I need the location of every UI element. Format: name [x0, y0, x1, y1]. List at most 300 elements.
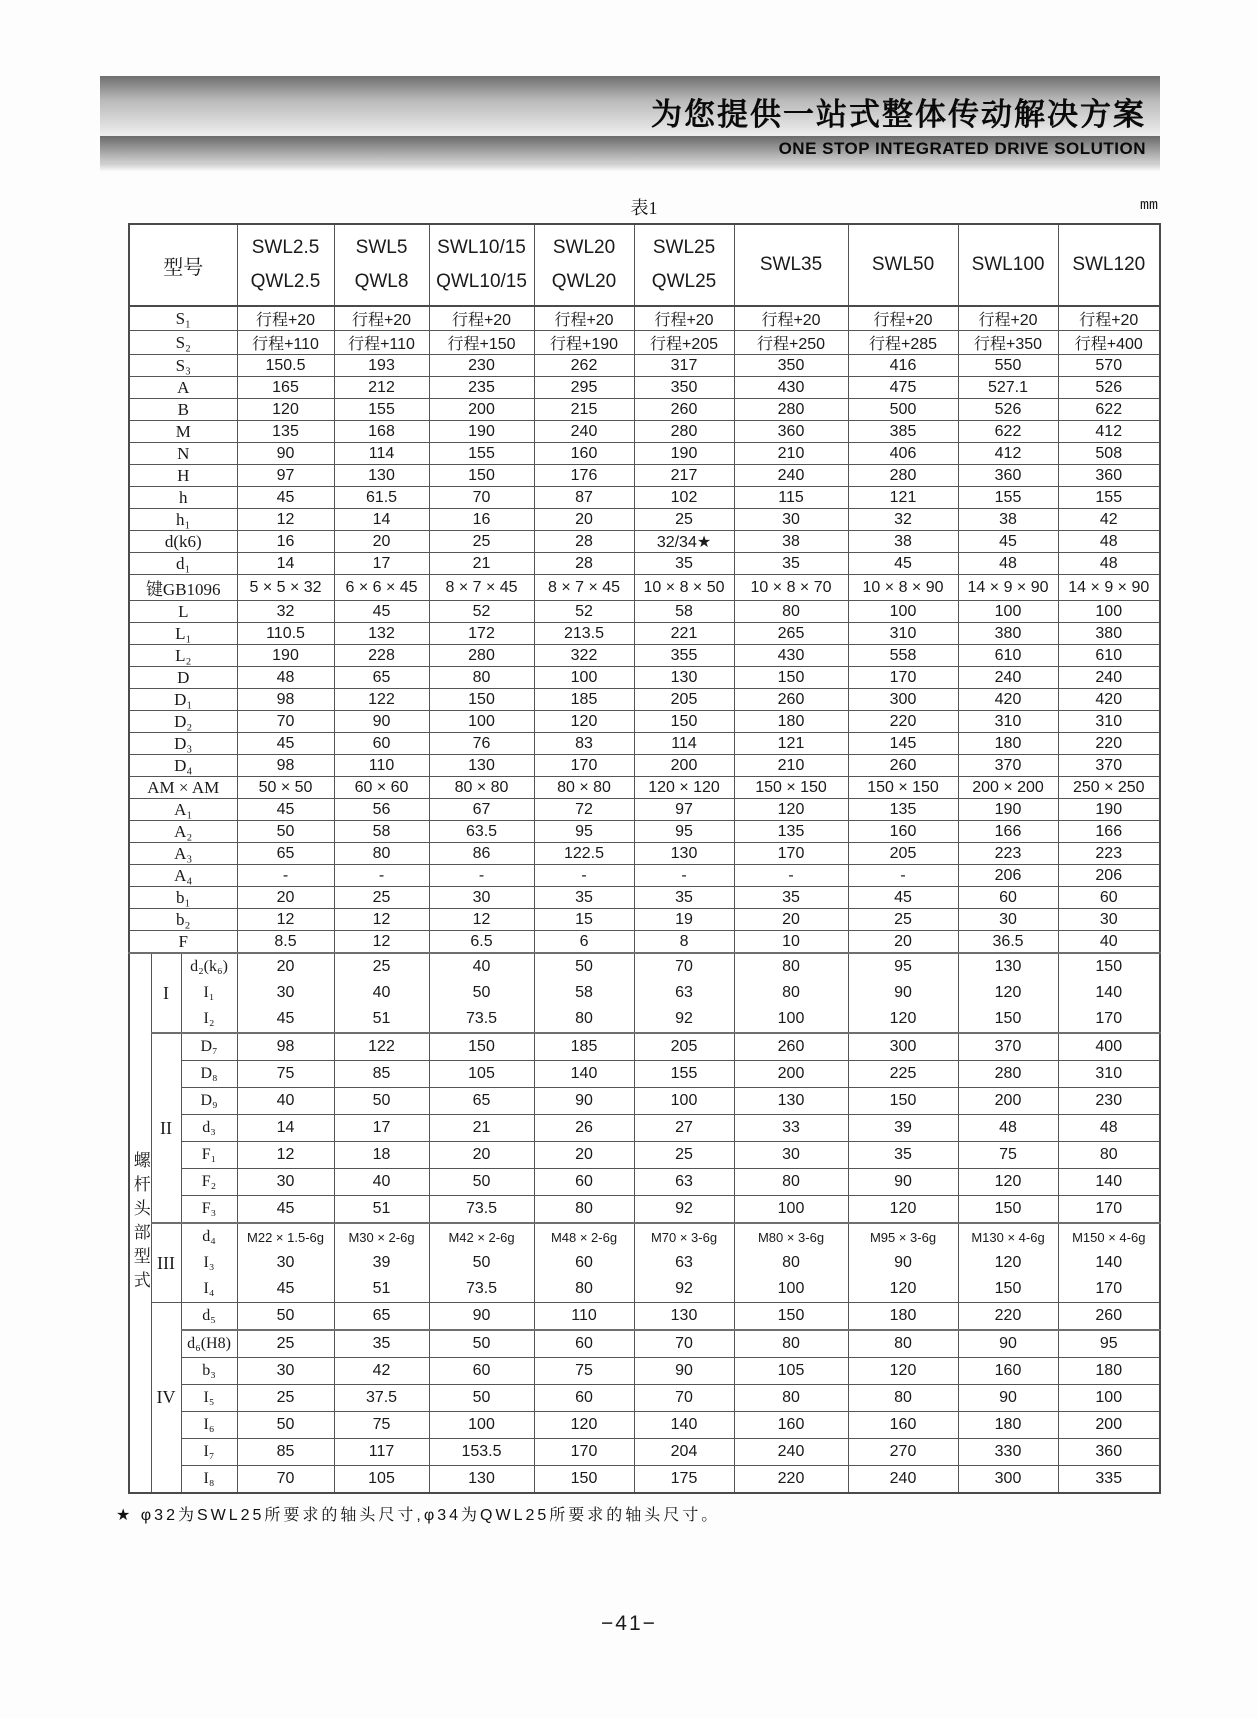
cell: 114 [334, 443, 429, 465]
row-label: F₁ [181, 1142, 237, 1169]
cell: 98 [237, 755, 334, 777]
cell: 60 × 60 [334, 777, 429, 799]
row-label: I₄ [181, 1276, 237, 1303]
column-header [1058, 224, 1160, 306]
cell: 97 [237, 465, 334, 487]
cell: 90 [429, 1303, 534, 1331]
cell: 45 [237, 799, 334, 821]
cell: 210 [734, 755, 848, 777]
cell: 72 [534, 799, 634, 821]
cell: 221 [634, 623, 734, 645]
row-label: I₈ [181, 1466, 237, 1494]
cell: 32/34★ [634, 531, 734, 553]
cell: 30 [429, 887, 534, 909]
table-row [129, 1250, 1160, 1276]
cell: 18 [334, 1142, 429, 1169]
row-label: L [129, 601, 237, 623]
cell: 20 [334, 531, 429, 553]
cell: 350 [734, 355, 848, 377]
table-row [129, 1412, 1160, 1439]
cell: 114 [634, 733, 734, 755]
cell: 150 [534, 1466, 634, 1494]
cell: 180 [734, 711, 848, 733]
row-label: F₃ [181, 1196, 237, 1224]
cell: 100 [958, 601, 1058, 623]
cell: 48 [958, 553, 1058, 575]
cell: 420 [1058, 689, 1160, 711]
cell: 500 [848, 399, 958, 421]
cell: 48 [1058, 1115, 1160, 1142]
cell: 25 [634, 509, 734, 531]
cell: 155 [334, 399, 429, 421]
cell: 25 [334, 953, 429, 980]
cell: 150 [429, 689, 534, 711]
cell: 180 [958, 1412, 1058, 1439]
cell: 75 [958, 1142, 1058, 1169]
cell: 75 [334, 1412, 429, 1439]
cell: 92 [634, 1196, 734, 1224]
cell: 280 [734, 399, 848, 421]
cell: 行程+20 [634, 306, 734, 331]
cell: - [634, 865, 734, 887]
row-label: b₁ [129, 887, 237, 909]
column-header-line: SWL5 [355, 237, 408, 259]
cell: M150 × 4-6g [1058, 1223, 1160, 1250]
table-row [129, 733, 1160, 755]
cell: 160 [848, 821, 958, 843]
cell: 160 [534, 443, 634, 465]
cell: 205 [634, 1033, 734, 1061]
table-row [129, 306, 1160, 331]
cell: 135 [734, 821, 848, 843]
cell: 45 [334, 601, 429, 623]
row-label: h₁ [129, 509, 237, 531]
table-row [129, 953, 1160, 980]
table-row [129, 931, 1160, 954]
cell: 550 [958, 355, 1058, 377]
cell: 300 [958, 1466, 1058, 1494]
cell: 150 [634, 711, 734, 733]
table-row [129, 1223, 1160, 1250]
cell: 210 [734, 443, 848, 465]
column-header-line: SWL50 [871, 254, 935, 276]
cell: 80 [848, 1330, 958, 1358]
cell: 150 [958, 1196, 1058, 1224]
cell: 86 [429, 843, 534, 865]
cell: 175 [634, 1466, 734, 1494]
column-header-lines [238, 225, 334, 305]
cell: 170 [1058, 1276, 1160, 1303]
cell: 83 [534, 733, 634, 755]
cell: 240 [734, 465, 848, 487]
cell: 35 [848, 1142, 958, 1169]
cell: 120 [734, 799, 848, 821]
row-label: F₂ [181, 1169, 237, 1196]
cell: 385 [848, 421, 958, 443]
cell: 350 [634, 377, 734, 399]
cell: 6 × 6 × 45 [334, 575, 429, 601]
cell: 37.5 [334, 1385, 429, 1412]
table-row [129, 777, 1160, 799]
table-row [129, 509, 1160, 531]
cell: 20 [534, 1142, 634, 1169]
table-row [129, 331, 1160, 355]
row-label: b₂ [129, 909, 237, 931]
cell: 170 [534, 755, 634, 777]
cell: 190 [958, 799, 1058, 821]
cell: 122 [334, 689, 429, 711]
column-header-line: SWL120 [1072, 254, 1146, 276]
cell: 70 [429, 487, 534, 509]
cell: 51 [334, 1276, 429, 1303]
cell: 90 [237, 443, 334, 465]
cell: 100 [429, 1412, 534, 1439]
cell: 122 [334, 1033, 429, 1061]
cell: 行程+400 [1058, 331, 1160, 355]
cell: 65 [334, 1303, 429, 1331]
column-header-line: SWL100 [971, 254, 1045, 276]
cell: 360 [958, 465, 1058, 487]
cell: 527.1 [958, 377, 1058, 399]
cell: 26 [534, 1115, 634, 1142]
cell: 120 [848, 1006, 958, 1033]
column-header-lines [535, 225, 634, 305]
cell: 8 × 7 × 45 [534, 575, 634, 601]
cell: 行程+20 [1058, 306, 1160, 331]
cell: 行程+20 [848, 306, 958, 331]
cell: 180 [848, 1303, 958, 1331]
cell: 135 [848, 799, 958, 821]
cell: 92 [634, 1006, 734, 1033]
cell: 526 [958, 399, 1058, 421]
cell: 150 [958, 1006, 1058, 1033]
row-label: A [129, 377, 237, 399]
row-label: A₁ [129, 799, 237, 821]
table-row [129, 601, 1160, 623]
cell: 52 [534, 601, 634, 623]
cell: 220 [958, 1303, 1058, 1331]
cell: 80 [734, 953, 848, 980]
cell: 110 [534, 1303, 634, 1331]
cell: M130 × 4-6g [958, 1223, 1058, 1250]
column-header-line: QWL10/15 [436, 271, 527, 293]
cell: 20 [237, 953, 334, 980]
cell: 370 [958, 1033, 1058, 1061]
cell: 42 [334, 1358, 429, 1385]
cell: 260 [848, 755, 958, 777]
cell: 60 [534, 1250, 634, 1276]
cell: 76 [429, 733, 534, 755]
cell: 430 [734, 377, 848, 399]
cell: 90 [958, 1385, 1058, 1412]
row-label: N [129, 443, 237, 465]
cell: 360 [734, 421, 848, 443]
row-label: L₂ [129, 645, 237, 667]
cell: 36.5 [958, 931, 1058, 954]
cell: 90 [848, 1169, 958, 1196]
cell: 32 [848, 509, 958, 531]
cell: 40 [1058, 931, 1160, 954]
column-header [237, 224, 334, 306]
cell: 80 [734, 980, 848, 1006]
cell: 193 [334, 355, 429, 377]
row-label: D₈ [181, 1061, 237, 1088]
column-header [848, 224, 958, 306]
column-header-line: SWL20 [552, 237, 616, 259]
row-label: F [129, 931, 237, 954]
table-row [129, 667, 1160, 689]
cell: 80 [534, 1276, 634, 1303]
cell: 155 [1058, 487, 1160, 509]
cell: 260 [734, 689, 848, 711]
cell: 220 [734, 1466, 848, 1494]
group-numeral: I [151, 953, 181, 1033]
cell: 100 [734, 1276, 848, 1303]
cell: 215 [534, 399, 634, 421]
cell: 180 [1058, 1358, 1160, 1385]
cell: 213.5 [534, 623, 634, 645]
cell: 508 [1058, 443, 1160, 465]
cell: 102 [634, 487, 734, 509]
cell: 155 [634, 1061, 734, 1088]
cell: 240 [534, 421, 634, 443]
cell: 20 [237, 887, 334, 909]
row-label: d₅ [181, 1303, 237, 1331]
row-label: I₂ [181, 1006, 237, 1033]
cell: 45 [237, 1006, 334, 1033]
cell: 100 [1058, 601, 1160, 623]
table-row [129, 421, 1160, 443]
cell: 73.5 [429, 1006, 534, 1033]
cell: 35 [734, 887, 848, 909]
cell: 570 [1058, 355, 1160, 377]
table-row [129, 711, 1160, 733]
cell: 10 [734, 931, 848, 954]
cell: 98 [237, 689, 334, 711]
cell: 38 [848, 531, 958, 553]
cell: 100 [429, 711, 534, 733]
cell: 10 × 8 × 70 [734, 575, 848, 601]
unit-label: mm [1139, 197, 1158, 214]
cell: 120 [534, 1412, 634, 1439]
table-row [129, 1115, 1160, 1142]
row-label: A₃ [129, 843, 237, 865]
cell: 20 [534, 509, 634, 531]
cell: 150 × 150 [848, 777, 958, 799]
cell: 48 [237, 667, 334, 689]
cell: - [534, 865, 634, 887]
cell: 240 [1058, 667, 1160, 689]
table-row [129, 887, 1160, 909]
column-header-line: QWL25 [651, 271, 717, 293]
cell: 25 [237, 1330, 334, 1358]
cell: 310 [1058, 711, 1160, 733]
table-row [129, 1061, 1160, 1088]
cell: 100 [634, 1088, 734, 1115]
table-caption: 表1 [630, 198, 658, 218]
cell: 32 [237, 601, 334, 623]
cell: 30 [237, 1250, 334, 1276]
cell: 28 [534, 531, 634, 553]
cell: 300 [848, 689, 958, 711]
cell: 622 [1058, 399, 1160, 421]
cell: 622 [958, 421, 1058, 443]
cell: 行程+250 [734, 331, 848, 355]
cell: 50 [237, 821, 334, 843]
cell: - [734, 865, 848, 887]
cell: 50 [534, 953, 634, 980]
header-banner [100, 76, 1160, 172]
cell: 166 [1058, 821, 1160, 843]
cell: 63 [634, 1169, 734, 1196]
cell: 80 [734, 601, 848, 623]
cell: 223 [958, 843, 1058, 865]
cell: 60 [429, 1358, 534, 1385]
cell: 250 × 250 [1058, 777, 1160, 799]
cell: 12 [429, 909, 534, 931]
cell: 130 [958, 953, 1058, 980]
cell: 50 [429, 980, 534, 1006]
cell: 行程+110 [334, 331, 429, 355]
page-number: −41− [601, 1612, 657, 1635]
cell: 95 [1058, 1330, 1160, 1358]
cell: 50 [429, 1169, 534, 1196]
banner-title-cn: 为您提供一站式整体传动解决方案 [651, 97, 1146, 132]
cell: 100 [734, 1006, 848, 1033]
column-header-lines [959, 225, 1058, 305]
column-header-line: SWL35 [759, 254, 823, 276]
table-row [129, 865, 1160, 887]
cell: 98 [237, 1033, 334, 1061]
row-label: D₃ [129, 733, 237, 755]
table-row [129, 1385, 1160, 1412]
group-numeral: II [151, 1033, 181, 1223]
table-row [129, 799, 1160, 821]
cell: 21 [429, 553, 534, 575]
cell: 73.5 [429, 1196, 534, 1224]
cell: 200 [734, 1061, 848, 1088]
table-row [129, 623, 1160, 645]
cell: 330 [958, 1439, 1058, 1466]
row-label: b₃ [181, 1358, 237, 1385]
table-row [129, 553, 1160, 575]
cell: 行程+20 [734, 306, 848, 331]
cell: 45 [237, 1196, 334, 1224]
cell: 50 [429, 1250, 534, 1276]
cell: 260 [734, 1033, 848, 1061]
cell: 60 [958, 887, 1058, 909]
cell: 220 [848, 711, 958, 733]
header-row [129, 224, 1160, 306]
caption-row [128, 194, 1160, 218]
cell: M95 × 3-6g [848, 1223, 958, 1250]
cell: 223 [1058, 843, 1160, 865]
row-label: A₄ [129, 865, 237, 887]
cell: 140 [1058, 980, 1160, 1006]
cell: M80 × 3-6g [734, 1223, 848, 1250]
cell: 50 [237, 1303, 334, 1331]
banner-title-en: ONE STOP INTEGRATED DRIVE SOLUTION [100, 136, 1160, 163]
cell: 58 [634, 601, 734, 623]
cell: 30 [958, 909, 1058, 931]
cell: 185 [534, 1033, 634, 1061]
cell: 8.5 [237, 931, 334, 954]
cell: 262 [534, 355, 634, 377]
cell: 230 [1058, 1088, 1160, 1115]
cell: 430 [734, 645, 848, 667]
cell: 100 [1058, 1385, 1160, 1412]
cell: 140 [1058, 1169, 1160, 1196]
cell: 40 [237, 1088, 334, 1115]
cell: 95 [634, 821, 734, 843]
row-label: 键GB1096 [129, 575, 237, 601]
cell: 30 [734, 1142, 848, 1169]
cell: 12 [334, 931, 429, 954]
cell: 25 [634, 1142, 734, 1169]
cell: 12 [334, 909, 429, 931]
table-row [129, 465, 1160, 487]
column-header-line: SWL25 [652, 237, 716, 259]
cell: 90 [634, 1358, 734, 1385]
cell: 行程+285 [848, 331, 958, 355]
cell: 170 [1058, 1006, 1160, 1033]
cell: 280 [634, 421, 734, 443]
cell: 39 [334, 1250, 429, 1276]
row-label: D₁ [129, 689, 237, 711]
row-label: D₉ [181, 1088, 237, 1115]
cell: 120 [237, 399, 334, 421]
section-label: 螺杆头部型式 [129, 953, 151, 1493]
cell: 35 [634, 553, 734, 575]
cell: 105 [734, 1358, 848, 1385]
cell: 200 × 200 [958, 777, 1058, 799]
cell: 610 [1058, 645, 1160, 667]
cell: 40 [334, 1169, 429, 1196]
row-label: I₇ [181, 1439, 237, 1466]
cell: 100 [734, 1196, 848, 1224]
cell: 28 [534, 553, 634, 575]
cell: 121 [848, 487, 958, 509]
cell: 51 [334, 1006, 429, 1033]
table-row [129, 575, 1160, 601]
cell: 48 [1058, 531, 1160, 553]
cell: 335 [1058, 1466, 1160, 1494]
cell: 200 [634, 755, 734, 777]
row-label: D [129, 667, 237, 689]
row-label: B [129, 399, 237, 421]
cell: 行程+205 [634, 331, 734, 355]
cell: 280 [958, 1061, 1058, 1088]
cell: 406 [848, 443, 958, 465]
cell: 170 [534, 1439, 634, 1466]
cell: 48 [958, 1115, 1058, 1142]
cell: 90 [958, 1330, 1058, 1358]
cell: 63.5 [429, 821, 534, 843]
cell: 228 [334, 645, 429, 667]
cell: 45 [958, 531, 1058, 553]
cell: 67 [429, 799, 534, 821]
cell: 14 × 9 × 90 [958, 575, 1058, 601]
cell: 132 [334, 623, 429, 645]
cell: 行程+350 [958, 331, 1058, 355]
cell: 280 [848, 465, 958, 487]
footnote: ★ φ32为SWL25所要求的轴头尺寸,φ34为QWL25所要求的轴头尺寸。 [116, 1507, 721, 1524]
cell: 80 [734, 1385, 848, 1412]
cell: 170 [1058, 1196, 1160, 1224]
row-label: S₃ [129, 355, 237, 377]
column-header [734, 224, 848, 306]
table-row [129, 487, 1160, 509]
